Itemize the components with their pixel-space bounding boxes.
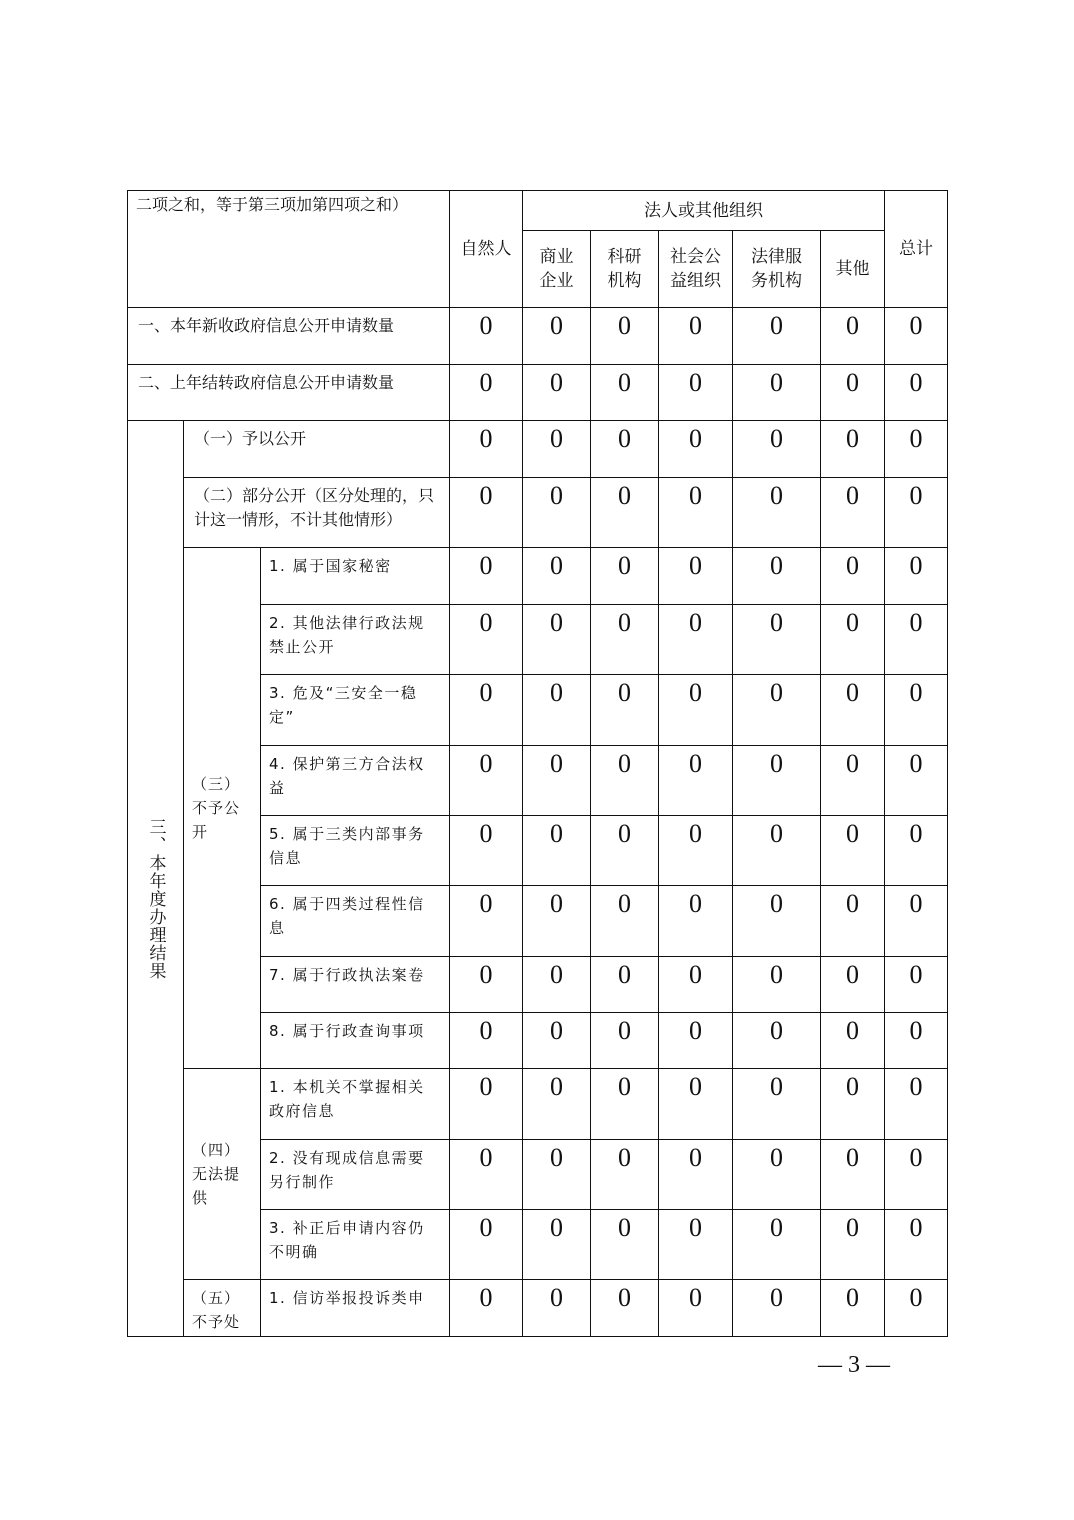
value-cell: 0 xyxy=(821,1013,885,1069)
header-subcolumn: 其他 xyxy=(821,231,885,308)
value-cell: 0 xyxy=(523,421,591,478)
value-cell: 0 xyxy=(591,308,659,365)
value-cell: 0 xyxy=(591,478,659,548)
value-cell: 0 xyxy=(523,957,591,1013)
row-label: 7. 属于行政执法案卷 xyxy=(261,957,450,1013)
value-cell: 0 xyxy=(450,675,523,746)
value-cell: 0 xyxy=(591,605,659,675)
value-cell: 0 xyxy=(659,957,733,1013)
value-cell: 0 xyxy=(885,365,948,421)
value-cell: 0 xyxy=(733,1280,821,1337)
value-cell: 0 xyxy=(885,1210,948,1280)
value-cell: 0 xyxy=(523,365,591,421)
row-label: 2. 没有现成信息需要另行制作 xyxy=(261,1140,450,1210)
value-cell: 0 xyxy=(821,1069,885,1140)
value-cell: 0 xyxy=(591,675,659,746)
header-subcolumn: 商业 企业 xyxy=(523,231,591,308)
row-label: 3. 补正后申请内容仍不明确 xyxy=(261,1210,450,1280)
value-cell: 0 xyxy=(659,1140,733,1210)
value-cell: 0 xyxy=(821,308,885,365)
value-cell: 0 xyxy=(591,365,659,421)
table-row xyxy=(128,1280,948,1337)
table-row xyxy=(128,478,948,548)
value-cell: 0 xyxy=(450,365,523,421)
value-cell: 0 xyxy=(523,1013,591,1069)
value-cell: 0 xyxy=(450,421,523,478)
page-number: — 3 — xyxy=(818,1352,890,1378)
row-label: 5. 属于三类内部事务信息 xyxy=(261,816,450,886)
value-cell: 0 xyxy=(450,1069,523,1140)
table-row xyxy=(128,548,948,605)
value-cell: 0 xyxy=(523,478,591,548)
value-cell: 0 xyxy=(733,605,821,675)
value-cell: 0 xyxy=(821,605,885,675)
value-cell: 0 xyxy=(885,308,948,365)
row-label: （一）予以公开 xyxy=(184,421,450,478)
value-cell: 0 xyxy=(821,548,885,605)
value-cell: 0 xyxy=(450,816,523,886)
value-cell: 0 xyxy=(733,308,821,365)
group-4-label: （四） 无法提 供 xyxy=(184,1069,261,1280)
value-cell: 0 xyxy=(821,478,885,548)
table-row xyxy=(128,308,948,365)
value-cell: 0 xyxy=(733,365,821,421)
value-cell: 0 xyxy=(523,886,591,957)
value-cell: 0 xyxy=(450,886,523,957)
value-cell: 0 xyxy=(821,1280,885,1337)
value-cell: 0 xyxy=(821,421,885,478)
row-label: 二、上年结转政府信息公开申请数量 xyxy=(128,365,450,421)
group-5-label: （五） 不予处 xyxy=(184,1280,261,1337)
value-cell: 0 xyxy=(659,421,733,478)
value-cell: 0 xyxy=(885,746,948,816)
value-cell: 0 xyxy=(523,605,591,675)
value-cell: 0 xyxy=(659,548,733,605)
header-legal-group: 法人或其他组织 xyxy=(523,191,885,231)
table-row xyxy=(128,365,948,421)
value-cell: 0 xyxy=(591,746,659,816)
row-label: （二）部分公开（区分处理的，只计这一情形，不计其他情形） xyxy=(184,478,450,548)
row-label: 4. 保护第三方合法权益 xyxy=(261,746,450,816)
value-cell: 0 xyxy=(523,746,591,816)
value-cell: 0 xyxy=(821,1140,885,1210)
value-cell: 0 xyxy=(450,1013,523,1069)
value-cell: 0 xyxy=(591,421,659,478)
value-cell: 0 xyxy=(821,886,885,957)
row-label: 6. 属于四类过程性信息 xyxy=(261,886,450,957)
information-disclosure-table xyxy=(127,190,948,1337)
value-cell: 0 xyxy=(659,365,733,421)
value-cell: 0 xyxy=(885,421,948,478)
header-total: 总计 xyxy=(885,191,948,308)
value-cell: 0 xyxy=(591,1280,659,1337)
section-3-label-text: 三、本年度办理结果 xyxy=(145,817,166,980)
value-cell: 0 xyxy=(733,746,821,816)
row-label: 8. 属于行政查询事项 xyxy=(261,1013,450,1069)
value-cell: 0 xyxy=(733,1069,821,1140)
value-cell: 0 xyxy=(523,1069,591,1140)
value-cell: 0 xyxy=(591,886,659,957)
value-cell: 0 xyxy=(885,605,948,675)
row-label: 1. 信访举报投诉类申 xyxy=(261,1280,450,1337)
value-cell: 0 xyxy=(659,1013,733,1069)
value-cell: 0 xyxy=(659,605,733,675)
header-subcolumn: 法律服 务机构 xyxy=(733,231,821,308)
value-cell: 0 xyxy=(523,816,591,886)
value-cell: 0 xyxy=(659,1280,733,1337)
row-label: 3. 危及“三安全一稳定” xyxy=(261,675,450,746)
value-cell: 0 xyxy=(733,478,821,548)
value-cell: 0 xyxy=(821,746,885,816)
value-cell: 0 xyxy=(885,957,948,1013)
value-cell: 0 xyxy=(591,1069,659,1140)
table-row xyxy=(128,1069,948,1140)
value-cell: 0 xyxy=(523,308,591,365)
value-cell: 0 xyxy=(450,746,523,816)
value-cell: 0 xyxy=(885,816,948,886)
value-cell: 0 xyxy=(885,1280,948,1337)
value-cell: 0 xyxy=(591,816,659,886)
table-row xyxy=(128,421,948,478)
row-label: 2. 其他法律行政法规禁止公开 xyxy=(261,605,450,675)
value-cell: 0 xyxy=(659,1069,733,1140)
value-cell: 0 xyxy=(591,548,659,605)
value-cell: 0 xyxy=(821,675,885,746)
value-cell: 0 xyxy=(733,548,821,605)
section-3-label xyxy=(128,421,184,1337)
value-cell: 0 xyxy=(659,816,733,886)
value-cell: 0 xyxy=(733,957,821,1013)
header-natural-person: 自然人 xyxy=(450,191,523,308)
value-cell: 0 xyxy=(885,548,948,605)
value-cell: 0 xyxy=(591,1013,659,1069)
value-cell: 0 xyxy=(885,886,948,957)
value-cell: 0 xyxy=(450,605,523,675)
value-cell: 0 xyxy=(659,478,733,548)
value-cell: 0 xyxy=(659,308,733,365)
value-cell: 0 xyxy=(523,1210,591,1280)
value-cell: 0 xyxy=(659,746,733,816)
group-3-label: （三） 不予公 开 xyxy=(184,548,261,1069)
row-label: 1. 本机关不掌握相关政府信息 xyxy=(261,1069,450,1140)
value-cell: 0 xyxy=(733,886,821,957)
value-cell: 0 xyxy=(885,1013,948,1069)
value-cell: 0 xyxy=(885,675,948,746)
value-cell: 0 xyxy=(659,1210,733,1280)
value-cell: 0 xyxy=(733,1210,821,1280)
value-cell: 0 xyxy=(733,421,821,478)
value-cell: 0 xyxy=(821,1210,885,1280)
value-cell: 0 xyxy=(523,1280,591,1337)
value-cell: 0 xyxy=(733,816,821,886)
value-cell: 0 xyxy=(523,675,591,746)
value-cell: 0 xyxy=(821,816,885,886)
value-cell: 0 xyxy=(885,478,948,548)
value-cell: 0 xyxy=(450,1140,523,1210)
value-cell: 0 xyxy=(523,548,591,605)
value-cell: 0 xyxy=(450,1210,523,1280)
value-cell: 0 xyxy=(591,1210,659,1280)
value-cell: 0 xyxy=(450,957,523,1013)
value-cell: 0 xyxy=(885,1069,948,1140)
value-cell: 0 xyxy=(733,1013,821,1069)
value-cell: 0 xyxy=(450,548,523,605)
header-title-cell: 二项之和，等于第三项加第四项之和） xyxy=(128,191,450,308)
header-subcolumn: 社会公 益组织 xyxy=(659,231,733,308)
value-cell: 0 xyxy=(733,1140,821,1210)
value-cell: 0 xyxy=(450,478,523,548)
value-cell: 0 xyxy=(821,957,885,1013)
value-cell: 0 xyxy=(733,675,821,746)
value-cell: 0 xyxy=(591,957,659,1013)
value-cell: 0 xyxy=(885,1140,948,1210)
value-cell: 0 xyxy=(591,1140,659,1210)
value-cell: 0 xyxy=(659,886,733,957)
header-subcolumn: 科研 机构 xyxy=(591,231,659,308)
row-label: 1. 属于国家秘密 xyxy=(261,548,450,605)
value-cell: 0 xyxy=(450,1280,523,1337)
value-cell: 0 xyxy=(523,1140,591,1210)
value-cell: 0 xyxy=(821,365,885,421)
value-cell: 0 xyxy=(450,308,523,365)
value-cell: 0 xyxy=(659,675,733,746)
row-label: 一、本年新收政府信息公开申请数量 xyxy=(128,308,450,365)
